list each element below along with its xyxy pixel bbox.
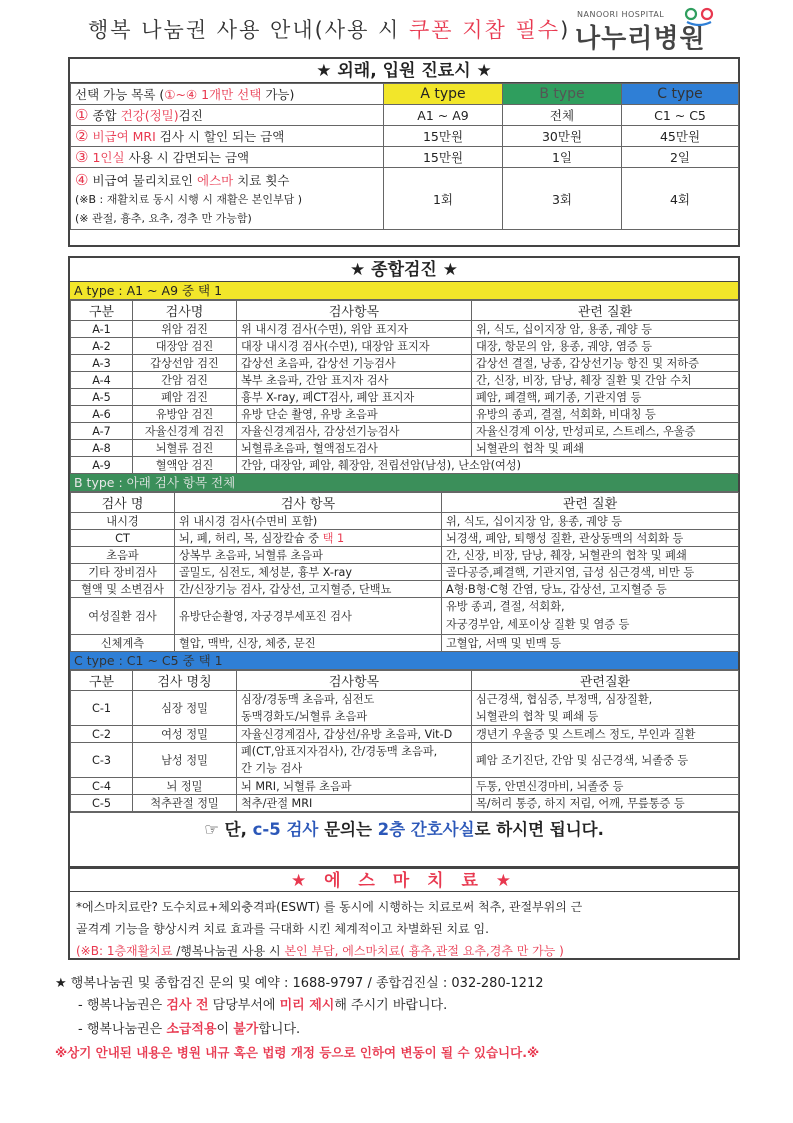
exam-name: 혈액 및 소변검사 bbox=[71, 581, 175, 598]
benefit-label bbox=[71, 126, 384, 147]
b-header-row bbox=[71, 493, 739, 513]
esma-title: ★ 에 스 마 치 료 ★ bbox=[70, 868, 738, 892]
exam-code: A-4 bbox=[71, 372, 133, 389]
c-type-band: C type : C1 ~ C5 중 택 1 bbox=[70, 652, 738, 670]
exam-code: A-7 bbox=[71, 423, 133, 440]
disease-line: 뇌혈관의 협착 및 폐쇄 등 bbox=[476, 710, 599, 723]
notice-mid: 문의는 bbox=[318, 820, 378, 839]
exam-item: 유방 단순 촬영, 유방 초음파 bbox=[237, 406, 472, 423]
related-disease bbox=[442, 598, 739, 635]
related-disease: 대장, 항문의 암, 용종, 궤양, 염증 등 bbox=[472, 338, 739, 355]
exam-item: 흉부 X-ray, 폐CT검사, 폐암 표지자 bbox=[237, 389, 472, 406]
table-row bbox=[71, 547, 739, 564]
related-disease: 두통, 안면신경마비, 뇌졸중 등 bbox=[472, 778, 739, 795]
esma-line: 골격계 기능을 향상시켜 치료 효과를 극대화 시킨 체계적이고 차별화된 치료 임. bbox=[76, 922, 489, 936]
exam-item-pre: 뇌, 폐, 허리, 목, 심장칼슘 중 bbox=[179, 532, 323, 545]
footer-text: 해 주시기 바랍니다. bbox=[334, 998, 448, 1013]
footer-emph: 검사 전 bbox=[166, 998, 209, 1013]
exam-item: 대장 내시경 검사(수면), 대장암 표지자 bbox=[237, 338, 472, 355]
exam-name: 심장 정밀 bbox=[133, 691, 237, 726]
esma-note-c: 본인 부담, 에스마치료( 흉추,관절 요추,경추 만 가능 ) bbox=[284, 944, 564, 958]
table-row bbox=[71, 389, 739, 406]
exam-code: A-5 bbox=[71, 389, 133, 406]
checkup-title: ★ 종합검진 ★ bbox=[70, 258, 738, 282]
related-disease bbox=[472, 691, 739, 726]
exam-name: 내시경 bbox=[71, 513, 175, 530]
exam-item: 뇌 MRI, 뇌혈류 초음파 bbox=[237, 778, 472, 795]
exam-name: 여성질환 검사 bbox=[71, 598, 175, 635]
type-a-value: 15만원 bbox=[384, 147, 503, 168]
exam-item: 척추/관절 MRI bbox=[237, 795, 472, 812]
exam-code: C-5 bbox=[71, 795, 133, 812]
exam-item: 상복부 초음파, 뇌혈류 초음파 bbox=[175, 547, 442, 564]
exam-name: 유방암 검진 bbox=[133, 406, 237, 423]
exam-name: 혈액암 검진 bbox=[133, 457, 237, 474]
related-disease: 자율신경계 이상, 만성피로, 스트레스, 우울증 bbox=[472, 423, 739, 440]
footer-line bbox=[78, 994, 447, 1013]
row-number: ① bbox=[75, 106, 89, 124]
benefit-label bbox=[71, 168, 384, 230]
exam-item: 혈압, 맥박, 신장, 체중, 문진 bbox=[175, 635, 442, 652]
table-row bbox=[71, 530, 739, 547]
col-header: 검사 명칭 bbox=[133, 671, 237, 691]
col-header: 관련 질환 bbox=[472, 301, 739, 321]
change-warning: ※상기 안내된 내용은 병원 내규 혹은 법령 개정 등으로 인하여 변동이 될 수 있습니다.※ bbox=[55, 1045, 540, 1060]
row-number: ③ bbox=[75, 148, 89, 166]
disease-line: 유방 종괴, 결절, 석회화, bbox=[446, 600, 565, 613]
hospital-logo bbox=[575, 4, 715, 54]
exam-code: A-1 bbox=[71, 321, 133, 338]
benefit-label bbox=[71, 105, 384, 126]
notice-post: 로 하시면 됩니다. bbox=[474, 820, 604, 839]
related-disease: 뇌경색, 폐암, 퇴행성 질환, 관상동맥의 석회화 등 bbox=[442, 530, 739, 547]
table-row bbox=[71, 513, 739, 530]
benefit-post: 검진 bbox=[178, 108, 203, 123]
outpatient-title: ★ 외래, 입원 진료시 ★ bbox=[70, 59, 738, 83]
benefit-post: 사용 시 감면되는 금액 bbox=[124, 150, 250, 165]
esma-description bbox=[70, 892, 738, 966]
related-disease: 갱년기 우울증 및 스트레스 정도, 부인과 질환 bbox=[472, 726, 739, 743]
benefit-label bbox=[71, 147, 384, 168]
notice-emph: c-5 검사 bbox=[252, 820, 319, 839]
exam-name: 폐암 검진 bbox=[133, 389, 237, 406]
exam-name: 위암 검진 bbox=[133, 321, 237, 338]
table-row bbox=[71, 355, 739, 372]
outpatient-header-row bbox=[71, 84, 739, 105]
row-number: ② bbox=[75, 127, 89, 145]
exam-item-emph: 택 1 bbox=[322, 532, 345, 545]
type-b-header: B type bbox=[503, 84, 622, 105]
title-suffix: ) bbox=[560, 18, 571, 42]
table-row bbox=[71, 795, 739, 812]
type-a-value: 1회 bbox=[384, 168, 503, 230]
table-row bbox=[71, 743, 739, 778]
benefit-post: 검사 시 할인 되는 금액 bbox=[155, 129, 285, 144]
related-disease: 위, 식도, 십이지장 암, 용종, 궤양 등 bbox=[472, 321, 739, 338]
table-row bbox=[71, 457, 739, 474]
type-b-value: 전체 bbox=[503, 105, 622, 126]
exam-name: 뇌 정밀 bbox=[133, 778, 237, 795]
checkup-section bbox=[68, 256, 740, 868]
exam-code: C-2 bbox=[71, 726, 133, 743]
item-line: 폐(CT,암표지자검사), 간/경동맥 초음파, bbox=[241, 745, 438, 758]
contact-line: ★ 행복나눔권 및 종합검진 문의 및 예약 : 1688-9797 / 종합검진실 : 032-280-1212 bbox=[55, 976, 544, 991]
select-instruction bbox=[71, 84, 384, 105]
related-disease: A형·B형·C형 간염, 당뇨, 갑상선, 고지혈증 등 bbox=[442, 581, 739, 598]
exam-item: 위 내시경 검사(수면비 포함) bbox=[175, 513, 442, 530]
col-header: 검사항목 bbox=[237, 301, 472, 321]
benefit-pre: 종합 bbox=[92, 108, 121, 123]
footer-text: - 행복나눔권은 bbox=[78, 998, 167, 1013]
footer-emph: 불가 bbox=[233, 1022, 259, 1037]
footer-line bbox=[78, 1018, 300, 1037]
outpatient-row bbox=[71, 105, 739, 126]
table-row bbox=[71, 321, 739, 338]
exam-name: 기타 장비검사 bbox=[71, 564, 175, 581]
type-b-value: 30만원 bbox=[503, 126, 622, 147]
a-type-table bbox=[70, 300, 739, 474]
exam-item: 간/신장기능 검사, 갑상선, 고지혈증, 단백뇨 bbox=[175, 581, 442, 598]
exam-item bbox=[237, 743, 472, 778]
table-row bbox=[71, 338, 739, 355]
exam-name: 척추관절 정밀 bbox=[133, 795, 237, 812]
exam-code: A-8 bbox=[71, 440, 133, 457]
exam-item bbox=[175, 530, 442, 547]
related-disease: 폐암 조기진단, 간암 및 심근경색, 뇌졸중 등 bbox=[472, 743, 739, 778]
disease-line: 자궁경부암, 세포이상 질환 및 염증 등 bbox=[446, 618, 630, 631]
header bbox=[0, 0, 793, 52]
outpatient-table bbox=[70, 83, 739, 230]
logo-mark-icon bbox=[683, 6, 715, 26]
item-line: 동맥경화도/뇌혈류 초음파 bbox=[241, 710, 368, 723]
exam-item: 갑상선 초음파, 갑상선 기능검사 bbox=[237, 355, 472, 372]
logo-english: NANOORI HOSPITAL bbox=[577, 10, 665, 19]
type-c-value: 45만원 bbox=[622, 126, 739, 147]
footer-emph: 미리 제시 bbox=[279, 998, 335, 1013]
exam-code: C-4 bbox=[71, 778, 133, 795]
exam-name: 대장암 검진 bbox=[133, 338, 237, 355]
esma-line: *에스마치료란? 도수치료+체외충격파(ESWT) 를 동시에 시행하는 치료로써 척추, 관절부위의 근 bbox=[76, 900, 583, 914]
exam-code: C-3 bbox=[71, 743, 133, 778]
outpatient-section bbox=[68, 57, 740, 247]
col-header: 관련질환 bbox=[472, 671, 739, 691]
title-emphasis: 쿠폰 지참 필수 bbox=[409, 18, 561, 42]
table-row bbox=[71, 372, 739, 389]
exam-name: 남성 정밀 bbox=[133, 743, 237, 778]
item-line: 간 기능 검사 bbox=[241, 762, 303, 775]
disease-line: 심근경색, 협심증, 부정맥, 심장질환, bbox=[476, 693, 653, 706]
exam-item: 자율신경계검사, 갑상선/유방 초음파, Vit-D bbox=[237, 726, 472, 743]
col-header: 관련 질환 bbox=[442, 493, 739, 513]
table-row bbox=[71, 581, 739, 598]
related-disease: 고혈압, 서맥 및 빈맥 등 bbox=[442, 635, 739, 652]
benefit-pre: 비급여 물리치료인 bbox=[92, 173, 197, 188]
exam-item: 복부 초음파, 간암 표지자 검사 bbox=[237, 372, 472, 389]
type-a-value: 15만원 bbox=[384, 126, 503, 147]
type-a-header: A type bbox=[384, 84, 503, 105]
exam-name: CT bbox=[71, 530, 175, 547]
footer-text: 합니다. bbox=[258, 1022, 301, 1037]
rehab-note: (※B : 재활치료 동시 시행 시 재활은 본인부담 ) bbox=[75, 193, 303, 206]
footer-emph: 소급적용 bbox=[166, 1022, 217, 1037]
select-suffix: 가능) bbox=[261, 87, 295, 102]
exam-item bbox=[237, 691, 472, 726]
exam-code: C-1 bbox=[71, 691, 133, 726]
type-c-value: 4회 bbox=[622, 168, 739, 230]
region-note: (※ 관절, 흉추, 요추, 경추 만 가능함) bbox=[75, 212, 252, 225]
b-type-band: B type : 아래 검사 항목 전체 bbox=[70, 474, 738, 492]
benefit-emph: 비급여 MRI bbox=[92, 129, 156, 144]
col-header: 검사 명 bbox=[71, 493, 175, 513]
exam-item: 위 내시경 검사(수면), 위암 표지자 bbox=[237, 321, 472, 338]
outpatient-row bbox=[71, 168, 739, 230]
esma-note-b: /행복나눔권 사용 시 bbox=[172, 944, 285, 958]
select-prefix: 선택 가능 목록 ( bbox=[75, 87, 165, 102]
logo-korean: 나누리병원 bbox=[575, 24, 706, 54]
exam-item: 유방단순촬영, 자궁경부세포진 검사 bbox=[175, 598, 442, 635]
table-row bbox=[71, 691, 739, 726]
type-c-value: C1 ~ C5 bbox=[622, 105, 739, 126]
exam-name: 신체계측 bbox=[71, 635, 175, 652]
exam-code: A-3 bbox=[71, 355, 133, 372]
related-disease: 폐암, 폐결핵, 폐기종, 기관지염 등 bbox=[472, 389, 739, 406]
exam-code: A-2 bbox=[71, 338, 133, 355]
benefit-emph: 1인실 bbox=[92, 150, 125, 165]
exam-name: 자율신경계 검진 bbox=[133, 423, 237, 440]
a-type-band: A type : A1 ~ A9 중 택 1 bbox=[70, 282, 738, 300]
related-disease: 골다공증,폐결핵, 기관지염, 급성 심근경색, 비만 등 bbox=[442, 564, 739, 581]
related-disease: 위, 식도, 십이지장 암, 용종, 궤양 등 bbox=[442, 513, 739, 530]
c5-inquiry-notice bbox=[70, 812, 738, 846]
footer-text: 이 bbox=[216, 1022, 234, 1037]
exam-code: A-6 bbox=[71, 406, 133, 423]
esma-note-a: (※B: 1층재활치료 bbox=[76, 944, 173, 958]
c-header-row bbox=[71, 671, 739, 691]
select-range: ①~④ 1개만 선택 bbox=[164, 87, 262, 102]
notice-pre: ☞ 단, bbox=[204, 820, 253, 839]
footer-text: 담당부서에 bbox=[208, 998, 280, 1013]
table-row bbox=[71, 406, 739, 423]
outpatient-row bbox=[71, 147, 739, 168]
benefit-emph: 건강(정밀) bbox=[120, 108, 179, 123]
col-header: 검사 항목 bbox=[175, 493, 442, 513]
related-disease: 간, 신장, 비장, 담낭, 췌장 질환 및 간암 수치 bbox=[472, 372, 739, 389]
exam-name: 여성 정밀 bbox=[133, 726, 237, 743]
type-a-value: A1 ~ A9 bbox=[384, 105, 503, 126]
a-header-row bbox=[71, 301, 739, 321]
exam-item: 골밀도, 심전도, 체성분, 흉부 X-ray bbox=[175, 564, 442, 581]
benefit-post: 치료 횟수 bbox=[233, 173, 290, 188]
table-row bbox=[71, 635, 739, 652]
esma-line bbox=[76, 940, 732, 962]
footer-text: - 행복나눔권은 bbox=[78, 1022, 167, 1037]
exam-name: 갑상선암 검진 bbox=[133, 355, 237, 372]
table-row bbox=[71, 598, 739, 635]
table-row bbox=[71, 423, 739, 440]
exam-item: 자율신경계검사, 감상선기능검사 bbox=[237, 423, 472, 440]
related-disease: 간, 신장, 비장, 담낭, 췌장, 뇌혈관의 협착 및 폐쇄 bbox=[442, 547, 739, 564]
b-type-table bbox=[70, 492, 739, 652]
exam-name: 간암 검진 bbox=[133, 372, 237, 389]
item-line: 심장/경동맥 초음파, 심전도 bbox=[241, 693, 375, 706]
exam-name: 초음파 bbox=[71, 547, 175, 564]
col-header: 검사명 bbox=[133, 301, 237, 321]
notice-emph: 2층 간호사실 bbox=[377, 820, 475, 839]
related-disease: 뇌혈관의 협착 및 폐쇄 bbox=[472, 440, 739, 457]
exam-name: 뇌혈류 검진 bbox=[133, 440, 237, 457]
exam-code: A-9 bbox=[71, 457, 133, 474]
table-row bbox=[71, 778, 739, 795]
col-header: 검사항목 bbox=[237, 671, 472, 691]
type-b-value: 1일 bbox=[503, 147, 622, 168]
row-number: ④ bbox=[75, 171, 89, 189]
table-row bbox=[71, 440, 739, 457]
c-type-table bbox=[70, 670, 739, 812]
outpatient-row bbox=[71, 126, 739, 147]
type-c-value: 2일 bbox=[622, 147, 739, 168]
related-disease: 목/허리 통증, 하지 저림, 어깨, 무릎통증 등 bbox=[472, 795, 739, 812]
title-prefix: 행복 나눔권 사용 안내(사용 시 bbox=[88, 18, 410, 42]
exam-item: 뇌혈류초음파, 혈액점도검사 bbox=[237, 440, 472, 457]
benefit-emph: 에스마 bbox=[197, 173, 234, 188]
table-row bbox=[71, 726, 739, 743]
exam-item: 간암, 대장암, 폐암, 췌장암, 전립선암(남성), 난소암(여성) bbox=[237, 457, 739, 474]
esma-section bbox=[68, 868, 740, 960]
related-disease: 유방의 종괴, 결절, 석회화, 비대칭 등 bbox=[472, 406, 739, 423]
related-disease: 갑상선 결절, 낭종, 갑상선기능 항진 및 저하증 bbox=[472, 355, 739, 372]
col-header: 구분 bbox=[71, 671, 133, 691]
col-header: 구분 bbox=[71, 301, 133, 321]
type-c-header: C type bbox=[622, 84, 739, 105]
page-title bbox=[88, 14, 570, 44]
table-row bbox=[71, 564, 739, 581]
type-b-value: 3회 bbox=[503, 168, 622, 230]
